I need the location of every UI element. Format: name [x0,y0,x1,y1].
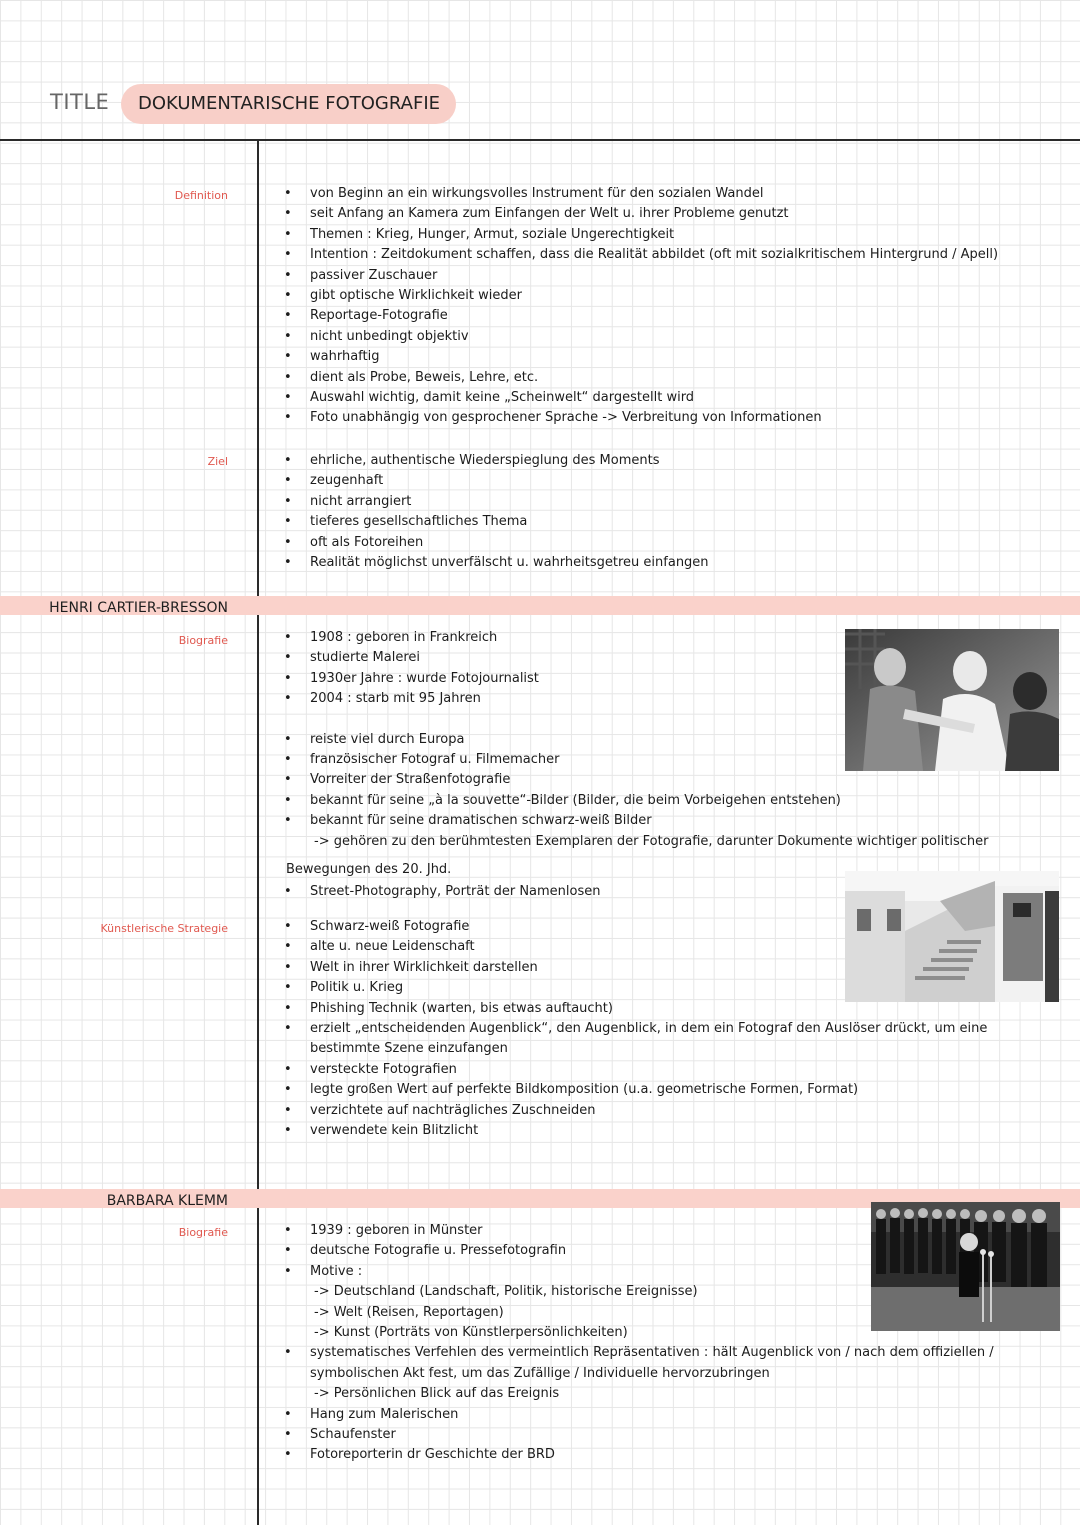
list-item: • bekannt für seine „à la souvette“-Bilder (Bilder, die beim Vorbeigehen entstehen) [284,791,988,811]
list-item: • Fotoreporterin dr Geschichte der BRD [284,1445,1019,1465]
systematic-sub: -> Persönlichen Blick auf das Ereignis [314,1386,560,1402]
section-heading-bresson: HENRI CARTIER-BRESSON [49,600,228,616]
title-label: TITLE [50,90,110,114]
bresson-strategy-label: Künstlerische Strategie [100,922,228,935]
bresson-bio-label: Biografie [178,634,228,647]
definition-list [284,184,998,429]
list-item: • bekannt für seine dramatischen schwarz-weiß Bilder [284,811,988,831]
page-title: DOKUMENTARISCHE FOTOGRAFIE [121,84,456,124]
photo-dancing-women [845,629,1059,771]
list-item: • Reportage-Fotografie [284,306,998,326]
photo-stairs-street [845,871,1059,1002]
list-item: • Schaufenster [284,1425,1019,1445]
list-item: • 2004 : starb mit 95 Jahren [284,689,988,709]
list-item: • reiste viel durch Europa [284,730,988,750]
list-item: • Foto unabhängig von gesprochener Sprache -> Verbreitung von Informationen [284,408,998,428]
list-item: • passiver Zuschauer [284,266,998,286]
list-item: • oft als Fotoreihen [284,533,709,553]
list-item: • 1908 : geboren in Frankreich [284,628,988,648]
bresson-bio-list-end [284,882,601,902]
list-item: • erzielt „entscheidenden Augenblick“, den Augenblick, in dem ein Fotograf den Auslöser drückt, um eine bestimmte Szene einzufangen [284,1019,1004,1060]
motive-item: -> Deutschland (Landschaft, Politik, historische Ereignisse) [314,1284,698,1300]
list-item: • Hang zum Malerischen [284,1405,1019,1425]
list-item: • Politik u. Krieg [284,978,1004,998]
goal-label: Ziel [207,455,228,468]
systematic-text: systematisches Verfehlen des vermeintlich Repräsentativen : hält Augenblick von / nach dem offiziellen / symbolischen Akt fest, um das Zufällige / Individuelle hervorzubringen [310,1345,994,1381]
list-item: • verzichtete auf nachträgliches Zuschneiden [284,1101,1004,1121]
list-item [284,1343,1019,1404]
motive-item: -> Kunst (Porträts von Künstlerpersönlichkeiten) [314,1325,628,1341]
section-heading-klemm: BARBARA KLEMM [106,1193,228,1209]
list-item: • verwendete kein Blitzlicht [284,1121,1004,1141]
list-item: • Schwarz-weiß Fotografie [284,917,1004,937]
list-item: • studierte Malerei [284,648,988,668]
goal-list [284,451,709,573]
list-item: • seit Anfang an Kamera zum Einfangen der Welt u. ihrer Probleme genutzt [284,204,998,224]
motive-heading: Motive : [310,1263,363,1279]
motive-item: -> Welt (Reisen, Reportagen) [314,1304,504,1320]
list-item: • Themen : Krieg, Hunger, Armut, soziale Ungerechtigkeit [284,225,998,245]
list-item: • gibt optische Wirklichkeit wieder [284,286,998,306]
klemm-bio-label: Biografie [178,1226,228,1239]
list-item: • wahrhaftig [284,347,998,367]
list-item: • dient als Probe, Beweis, Lehre, etc. [284,368,998,388]
definition-label: Definition [174,189,228,202]
list-item: • Realität möglichst unverfälscht u. wahrheitsgetreu einfangen [284,553,709,573]
list-item: • Vorreiter der Straßenfotografie [284,770,988,790]
list-item: • nicht unbedingt objektiv [284,327,998,347]
list-item: • von Beginn an ein wirkungsvolles Instrument für den sozialen Wandel [284,184,998,204]
list-item: • 1930er Jahre : wurde Fotojournalist [284,669,988,689]
list-item: • Street-Photography, Porträt der Namenlosen [284,882,601,902]
list-item-arrow: -> gehören zu den berühmtesten Exemplaren der Fotografie, darunter Dokumente wichtiger politischer [314,833,989,849]
photo-politicians-ceremony [871,1202,1060,1331]
list-item: • Phishing Technik (warten, bis etwas auftaucht) [284,999,1004,1019]
continuation-text: Bewegungen des 20. Jhd. [286,862,452,877]
list-item: • legte großen Wert auf perfekte Bildkomposition (u.a. geometrische Formen, Format) [284,1080,1004,1100]
list-item: • zeugenhaft [284,471,709,491]
list-item: • Intention : Zeitdokument schaffen, dass die Realität abbildet (oft mit sozialkritischem Hintergrund / Apell) [284,245,998,265]
list-item: • französischer Fotograf u. Filmemacher [284,750,988,770]
header-divider [0,139,1080,141]
list-item: • ehrliche, authentische Wiederspieglung des Moments [284,451,709,471]
list-item: • 1939 : geboren in Münster [284,1221,1019,1241]
list-item: • alte u. neue Leidenschaft [284,937,1004,957]
list-item: • versteckte Fotografien [284,1060,1004,1080]
list-item: • nicht arrangiert [284,492,709,512]
list-item: • deutsche Fotografie u. Pressefotografin [284,1241,1019,1261]
list-item: • Welt in ihrer Wirklichkeit darstellen [284,958,1004,978]
list-item: • tieferes gesellschaftliches Thema [284,512,709,532]
margin-divider [257,141,259,1525]
list-item: • Auswahl wichtig, damit keine „Scheinwelt“ dargestellt wird [284,388,998,408]
